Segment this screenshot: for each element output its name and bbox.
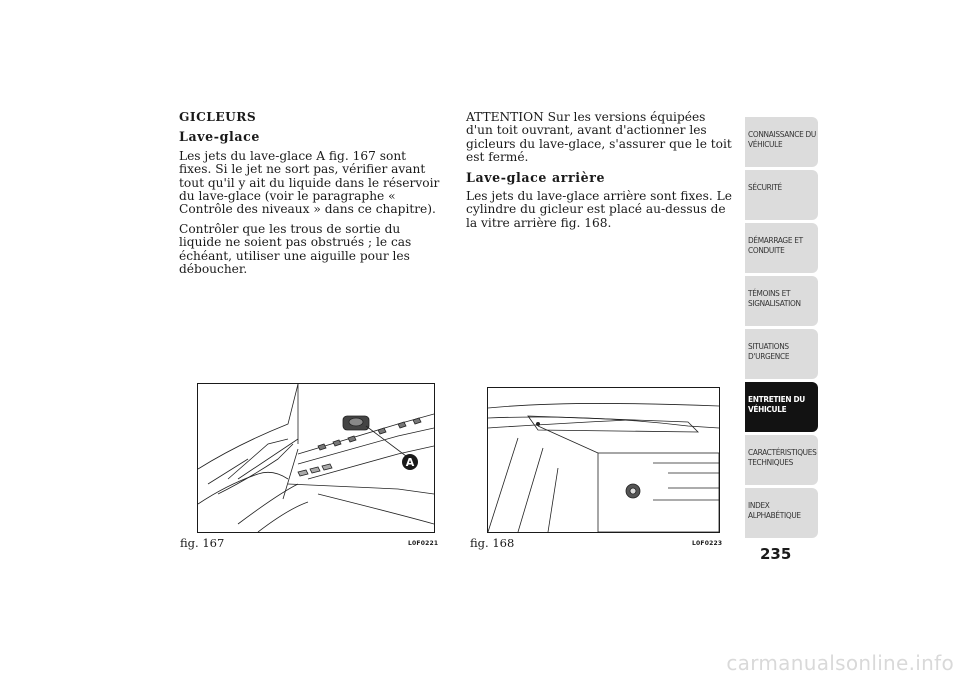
tab-connaissance-vehicule[interactable]: CONNAISSANCE DU VÉHICULE xyxy=(745,117,818,167)
tab-index-alphabetique[interactable]: INDEX ALPHABÉTIQUE xyxy=(745,488,818,538)
tab-demarrage-conduite[interactable]: DÉMARRAGE ET CONDUITE xyxy=(745,223,818,273)
figure-167-code: L0F0221 xyxy=(408,540,439,547)
subheading-lave-glace: Lave-glace xyxy=(179,129,261,145)
subheading-lave-glace-arriere: Lave-glace arrière xyxy=(466,169,606,185)
page-number: 235 xyxy=(760,545,792,563)
rear-washer-illustration xyxy=(488,388,719,532)
figure-168-rear-washer xyxy=(487,387,720,533)
figure-167-caption: fig. 167 xyxy=(180,536,225,550)
paragraph-arriere: Les jets du lave-glace arrière sont fixes. Le cylindre du gicleur est placé au-dessus de la vitre arrière fig. 168. xyxy=(466,189,732,230)
section-heading: GICLEURS xyxy=(179,110,257,124)
attention-note: ATTENTION Sur les versions équipées d'un toit ouvrant, avant d'actionner les gicleurs du lave-glace, s'assurer que le toit est fermé. xyxy=(466,110,732,165)
callout-a-label: A xyxy=(405,456,415,469)
tab-situations-urgence[interactable]: SITUATIONS D'URGENCE xyxy=(745,329,818,379)
tab-securite[interactable]: SÉCURITÉ xyxy=(745,170,818,220)
tab-caracteristiques-techniques[interactable]: CARACTÉRISTIQUES TECHNIQUES xyxy=(745,435,818,485)
tab-entretien-vehicule[interactable]: ENTRETIEN DU VÉHICULE xyxy=(745,382,818,432)
paragraph-trous: Contrôler que les trous de sortie du liquide ne soient pas obstrués ; le cas échéant, utiliser une aiguille pour les déboucher. xyxy=(179,221,412,277)
right-text-column xyxy=(466,111,734,236)
chapter-tabs xyxy=(745,117,818,541)
figure-168-caption: fig. 168 xyxy=(470,536,515,550)
tab-temoins-signalisation[interactable]: TÉMOINS ET SIGNALISATION xyxy=(745,276,818,326)
figure-168-code: L0F0223 xyxy=(692,540,723,547)
paragraph-jets: Les jets du lave-glace A fig. 167 sont fixes. Si le jet ne sort pas, vérifier avant tout qu'il y ait du liquide dans le réservoir du lave-glace (voir le paragraphe « Contrôle des niveaux » dans ce chapitre). xyxy=(179,148,440,217)
left-text-column xyxy=(179,111,441,282)
watermark-text: carmanualsonline.info xyxy=(726,651,954,675)
windshield-washer-illustration xyxy=(198,384,434,532)
figure-167-washer-jets xyxy=(197,383,435,533)
